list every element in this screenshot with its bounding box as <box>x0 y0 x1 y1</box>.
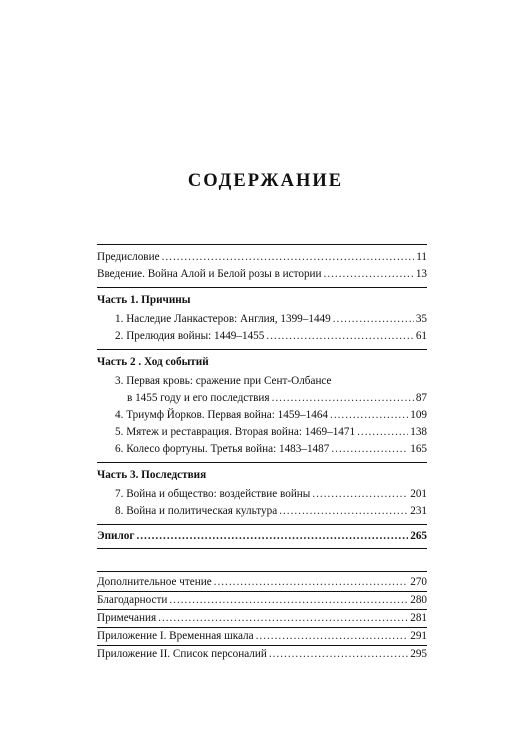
toc-entry-chapter-3[interactable] <box>115 373 427 407</box>
toc-entry-page: 231 <box>410 505 427 517</box>
toc-entry-label-line1: 3. Первая кровь: сражение при Сент-Олбансе <box>115 375 332 387</box>
toc-entry-label: 8. Война и политическая культура <box>115 505 278 517</box>
dot-leader <box>214 574 409 591</box>
divider <box>97 349 427 350</box>
toc-entry-page: 35 <box>415 313 427 325</box>
toc-entry-label: Примечания <box>97 612 157 624</box>
toc-entry-chapter-7[interactable] <box>115 486 427 503</box>
divider <box>97 287 427 288</box>
dot-leader <box>136 528 408 545</box>
part-1-chapters <box>97 311 427 345</box>
dot-leader <box>330 407 408 424</box>
dot-leader <box>266 328 413 345</box>
toc-entry-label: 4. Триумф Йорков. Первая война: 1459–1464 <box>115 409 329 421</box>
toc-entry-page: 138 <box>410 426 427 438</box>
toc-entry-page: 291 <box>410 630 427 642</box>
toc-entry-label: в 1455 году и его последствия <box>127 392 270 404</box>
toc-entry-page: 11 <box>416 251 427 263</box>
toc-entry-notes[interactable] <box>97 610 427 627</box>
toc-entry-chapter-6[interactable] <box>115 441 427 458</box>
toc-entry-page: 201 <box>410 488 427 500</box>
dot-leader <box>324 266 414 283</box>
toc-entry-epilogue[interactable] <box>97 528 427 545</box>
toc-entry-appendix-1[interactable] <box>97 628 427 645</box>
toc-entry-chapter-5[interactable] <box>115 424 427 441</box>
toc-entry-chapter-1[interactable] <box>115 311 427 328</box>
dot-leader <box>158 610 408 627</box>
part-1-title[interactable]: Часть 1. Причины <box>97 294 191 306</box>
part-2-chapters <box>97 373 427 458</box>
toc-entry-label: 7. Война и общество: воздействие войны <box>115 488 311 500</box>
toc-entry-label: Дополнительное чтение <box>97 576 212 588</box>
toc-entry-label: Благодарности <box>97 594 168 606</box>
toc-entry-acknowledgements[interactable] <box>97 592 427 609</box>
toc-entry-label: Введение. Война Алой и Белой розы в истории <box>97 268 322 280</box>
dot-leader <box>162 249 415 266</box>
toc-entry-introduction[interactable] <box>97 266 427 283</box>
table-of-contents <box>97 244 427 663</box>
dot-leader <box>269 646 408 663</box>
toc-entry-page: 280 <box>410 594 427 606</box>
toc-entry-label: Эпилог <box>97 530 135 542</box>
dot-leader <box>279 503 408 520</box>
part-2-title[interactable]: Часть 2 . Ход событий <box>97 356 209 368</box>
toc-entry-page: 87 <box>415 392 427 404</box>
toc-entry-page: 165 <box>410 443 427 455</box>
dot-leader <box>333 311 414 328</box>
toc-entry-page: 13 <box>415 268 427 280</box>
divider <box>97 524 427 525</box>
toc-entry-label: Приложение I. Временная шкала <box>97 630 254 642</box>
toc-entry-page: 265 <box>410 530 427 542</box>
toc-entry-label: Предисловие <box>97 251 160 263</box>
toc-entry-preface[interactable] <box>97 249 427 266</box>
dot-leader <box>357 424 408 441</box>
toc-entry-page: 281 <box>410 612 427 624</box>
toc-entry-page: 61 <box>415 330 427 342</box>
page-title: СОДЕРЖАНИЕ <box>187 171 344 191</box>
toc-entry-label: Приложение II. Список персоналий <box>97 648 267 660</box>
toc-entry-further-reading[interactable] <box>97 574 427 591</box>
dot-leader <box>272 390 414 407</box>
toc-entry-chapter-2[interactable] <box>115 328 427 345</box>
toc-entry-page: 109 <box>410 409 427 421</box>
dot-leader <box>331 441 408 458</box>
toc-entry-label: 5. Мятеж и реставрация. Вторая война: 1469–1471 <box>115 426 356 438</box>
part-3-title[interactable]: Часть 3. Последствия <box>97 469 207 481</box>
dot-leader <box>169 592 408 609</box>
toc-entry-page: 295 <box>410 648 427 660</box>
toc-entry-label: 2. Прелюдия войны: 1449–1455 <box>115 330 265 342</box>
dot-leader <box>312 486 408 503</box>
part-3-chapters <box>97 486 427 520</box>
toc-entry-label: 1. Наследие Ланкастеров: Англия, 1399–1449 <box>115 313 331 325</box>
toc-entry-label: 6. Колесо фортуны. Третья война: 1483–1487 <box>115 443 330 455</box>
toc-entry-chapter-4[interactable] <box>115 407 427 424</box>
toc-entry-page: 270 <box>410 576 427 588</box>
toc-entry-chapter-8[interactable] <box>115 503 427 520</box>
dot-leader <box>256 628 409 645</box>
divider <box>97 462 427 463</box>
toc-entry-appendix-2[interactable] <box>97 646 427 663</box>
divider <box>97 571 427 572</box>
